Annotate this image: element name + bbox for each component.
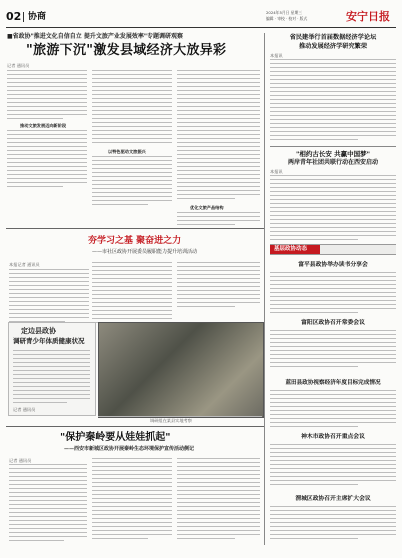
second-byline: 本报记者 通讯员 xyxy=(9,262,40,267)
lead-headline: "旅游下沉"激发县域经济大放异彩 xyxy=(26,43,227,58)
callout-body xyxy=(13,350,90,406)
issue-meta-2: 编辑 · 审校 · 校对 · 版式 xyxy=(266,16,308,21)
masthead xyxy=(6,10,396,26)
paper-name: 安宁日报 xyxy=(346,10,390,23)
right-b-headline-2: 两岸青年社团共联行动在西安启动 xyxy=(287,159,378,166)
right-b-byline: 本报讯 xyxy=(270,169,283,174)
callout-byline: 记者 通讯员 xyxy=(13,407,36,412)
page-number: 02 xyxy=(6,10,22,23)
second-body-col1 xyxy=(9,269,89,325)
issue-meta-1: 2024年5月日 星期三 xyxy=(266,10,303,15)
second-body-col3 xyxy=(177,262,260,310)
right-a-body xyxy=(270,59,396,143)
third-body-col3 xyxy=(177,458,260,542)
right-a-byline: 本报讯 xyxy=(270,53,283,58)
brief-body-1 xyxy=(270,272,396,316)
masthead-rule xyxy=(6,27,396,28)
lead-body-col1 xyxy=(7,70,87,122)
third-headline: "保护秦岭要从娃娃抓起" xyxy=(60,432,171,443)
third-body-col2 xyxy=(92,458,172,542)
lead-body-col1b xyxy=(7,130,87,190)
brief-body-4 xyxy=(270,444,396,488)
second-body-col2 xyxy=(92,262,172,326)
lead-byline: 记者 通讯员 xyxy=(7,63,30,68)
callout-title-1: 定边县政协 xyxy=(21,327,56,335)
photo-caption-bar xyxy=(98,416,262,417)
third-body-col1 xyxy=(9,464,87,544)
third-subheadline: ——西安市新城区政协开展秦岭生态环境保护宣传活动侧记 xyxy=(64,446,195,452)
callout-box xyxy=(8,322,96,416)
lead-subhead-3: 优化文旅产品结构 xyxy=(190,205,224,210)
second-subheadline: ——市社区政协开展委员履职能力提升培训活动 xyxy=(92,249,198,255)
lead-subhead-2: 以特色驱动文旅振兴 xyxy=(108,149,146,154)
brief-body-2 xyxy=(270,330,396,370)
lead-kicker: ■省政协"推进文化自信自立 提升文旅产业发展效率"专题调研观察 xyxy=(7,33,184,40)
section-label: 基层政协动态 xyxy=(274,246,308,252)
section-divider xyxy=(23,12,24,22)
brief-body-5 xyxy=(270,506,396,542)
lead-body-col2 xyxy=(92,70,172,146)
callout-title-2: 调研青少年体质健康状况 xyxy=(13,337,85,345)
section-rule xyxy=(6,228,264,229)
right-a-headline-1: 省民建举行首届数据经济学论坛 xyxy=(289,34,377,41)
lead-subhead-1: 推动文旅发展迈向新阶段 xyxy=(20,123,67,128)
section-label-bar xyxy=(270,244,396,255)
right-rule-1 xyxy=(270,146,396,147)
section-rule-2 xyxy=(6,426,264,427)
brief-title-4: 神木市政协召开重点会议 xyxy=(301,434,365,440)
second-headline: 夯学习之基 聚奋进之力 xyxy=(88,236,182,246)
lead-body-col3b xyxy=(177,212,260,228)
section-title: 协商 xyxy=(28,12,47,22)
right-b-body xyxy=(270,175,396,243)
brief-title-3: 蓝田县政协视察经济年度目标完成情况 xyxy=(285,380,381,386)
news-photo xyxy=(98,322,264,418)
third-byline: 记者 通讯员 xyxy=(9,458,32,463)
photo-caption: 调研组在某县实地考察 xyxy=(150,418,192,423)
column-divider xyxy=(264,33,265,545)
right-a-headline-2: 推动发展经济学研究繁荣 xyxy=(298,43,368,50)
brief-title-2: 富阳区政协召开常委会议 xyxy=(301,320,365,326)
brief-title-1: 富平县政协举办读书分享会 xyxy=(298,262,368,268)
right-b-headline-1: "相约古长安 共赢中国梦" xyxy=(295,150,371,158)
brief-title-5: 渭城区政协召开主席扩大会议 xyxy=(295,496,371,502)
lead-body-col2b xyxy=(92,156,172,208)
brief-body-3 xyxy=(270,390,396,430)
lead-body-col3 xyxy=(177,70,260,202)
